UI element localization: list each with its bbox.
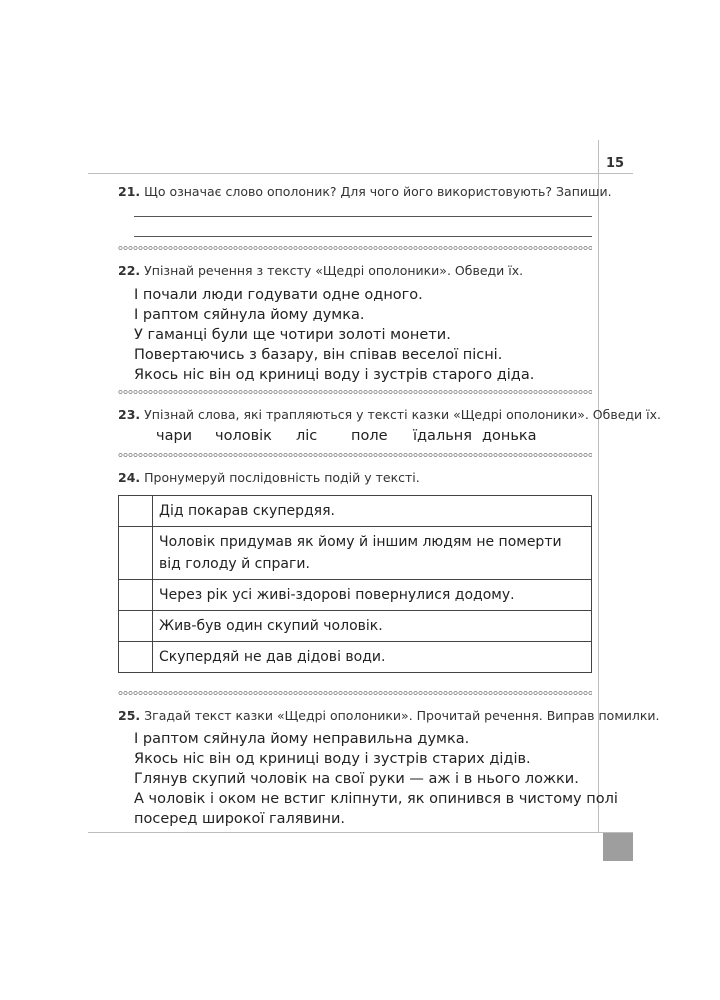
task-23-text: Упізнай слова, які трапляються у тексті казки «Щедрі ополоники». Обведи їх.	[144, 407, 661, 422]
task-22-prompt	[118, 263, 523, 278]
event-text: Скупердяй не дав дідові води.	[153, 642, 592, 673]
page-number: 15	[606, 156, 625, 171]
order-cell[interactable]	[119, 580, 153, 611]
word[interactable]: чоловік	[215, 428, 272, 444]
answer-line[interactable]	[134, 236, 592, 237]
word[interactable]: ліс	[296, 428, 318, 444]
sentence[interactable]: І почали люди годувати одне одного.	[134, 287, 423, 303]
event-text: Дід покарав скупердяя.	[153, 496, 592, 527]
order-cell[interactable]	[119, 527, 153, 580]
task-21-prompt	[118, 184, 612, 199]
word[interactable]: чари	[156, 428, 193, 444]
sentence[interactable]: Якось ніс він од криниці воду і зустрів старого діда.	[134, 367, 535, 383]
task-24-prompt	[118, 470, 420, 485]
sentence: Якось ніс він од криниці воду і зустрів старих дідів.	[134, 751, 531, 767]
event-text: Чоловік придумав як йому й іншим людям не померти від голоду й спраги.	[153, 527, 592, 580]
task-21-text: Що означає слово ополоник? Для чого його використовують? Запиши.	[144, 184, 612, 199]
sentence: І раптом сяйнула йому неправильна думка.	[134, 731, 470, 747]
sentence: Глянув скупий чоловік на свої руки — аж і в нього ложки.	[134, 771, 579, 787]
header-rule	[88, 173, 633, 174]
sentence[interactable]: І раптом сяйнула йому думка.	[134, 307, 365, 323]
sentence: А чоловік і оком не встиг кліпнути, як опинився в чистому полі	[134, 791, 618, 807]
task-25-number: 25.	[118, 708, 141, 723]
task-25-text: Згадай текст казки «Щедрі ополоники». Прочитай речення. Виправ помилки.	[144, 708, 660, 723]
margin-rule	[598, 140, 599, 833]
task-22-text: Упізнай речення з тексту «Щедрі ополоники». Обведи їх.	[144, 263, 524, 278]
table-row	[119, 642, 592, 673]
task-22-number: 22.	[118, 263, 141, 278]
table-row	[119, 580, 592, 611]
separator	[118, 452, 592, 458]
sentence[interactable]: У гаманці були ще чотири золоті монети.	[134, 327, 451, 343]
task-24-number: 24.	[118, 470, 141, 485]
table-row	[119, 611, 592, 642]
table-row	[119, 496, 592, 527]
footer-rule	[88, 832, 633, 833]
events-table	[118, 495, 592, 673]
separator	[118, 690, 592, 696]
task-23-prompt	[118, 407, 661, 422]
task-21-number: 21.	[118, 184, 141, 199]
word[interactable]: їдальня	[413, 428, 472, 444]
event-text: Жив-був один скупий чоловік.	[153, 611, 592, 642]
event-text: Через рік усі живі-здорові повернулися додому.	[153, 580, 592, 611]
sentence: посеред широкої галявини.	[134, 811, 346, 827]
answer-line[interactable]	[134, 216, 592, 217]
word[interactable]: донька	[482, 428, 537, 444]
table-row	[119, 527, 592, 580]
task-23-number: 23.	[118, 407, 141, 422]
order-cell[interactable]	[119, 611, 153, 642]
separator	[118, 389, 592, 395]
order-cell[interactable]	[119, 496, 153, 527]
task-24-text: Пронумеруй послідовність подій у тексті.	[144, 470, 420, 485]
page-tab	[603, 833, 633, 861]
order-cell[interactable]	[119, 642, 153, 673]
separator	[118, 245, 592, 251]
sentence[interactable]: Повертаючись з базару, він співав веселої пісні.	[134, 347, 503, 363]
task-25-prompt	[118, 708, 660, 723]
word[interactable]: поле	[351, 428, 388, 444]
